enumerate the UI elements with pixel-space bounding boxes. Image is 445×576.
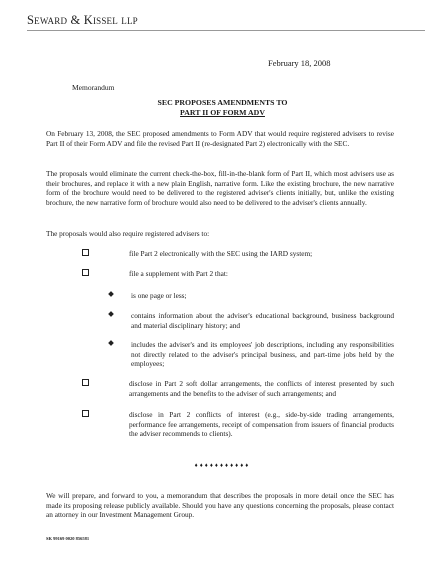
list-item: disclose in Part 2 soft dollar arrangements, the conflicts of interest presented by such arrangements and the benefits to the adviser of such arrangements; and <box>129 379 394 398</box>
diamond-bullet-icon <box>109 340 113 350</box>
sub-list-item: is one page or less; <box>131 291 187 300</box>
checkbox-icon <box>82 410 89 422</box>
paragraph-proposals: The proposals would eliminate the current check-the-box, fill-in-the-blank form of Part II, which most advisers use as their brochures, and replace it with a new plain English, narrative form. Like the existing brochure, the new narrative form of the brochure would need to be delivered to the registered adviser's clients initially, but, unlike the existing brochure, the new narrative form of brochure would also need to be delivered to the adviser's clients annually. <box>46 169 394 207</box>
diamond-separator: ♦♦♦♦♦♦♦♦♦♦♦ <box>194 463 251 469</box>
memo-date: February 18, 2008 <box>268 58 331 68</box>
paragraph-closing: We will prepare, and forward to you, a memorandum that describes the proposals in more detail once the SEC has made its proposing release publicly available. Should you have any questions concerning the proposals, please contact an attorney in our Investment Management Group. <box>46 491 394 519</box>
list-item: disclose in Part 2 conflicts of interest (e.g., side-by-side trading arrangements, performance fee arrangements, receipt of compensation from issuers of financial products the adviser recommends to clients). <box>129 410 394 438</box>
memo-label: Memorandum <box>72 83 115 92</box>
checkbox-icon <box>82 379 89 391</box>
diamond-bullet-icon <box>109 291 113 301</box>
checkbox-icon <box>82 269 89 281</box>
sub-list-item: includes the adviser's and its employees' job descriptions, including any responsibilities not directly related to the adviser's principal business, and part-time jobs held by the employees; <box>131 340 394 368</box>
diamond-bullet-icon <box>109 311 113 321</box>
checkbox-icon <box>82 249 89 261</box>
firm-letterhead: Seward & Kissel llp <box>27 13 138 27</box>
sub-list-item: contains information about the adviser's educational background, business background and material disciplinary history; and <box>131 311 394 330</box>
paragraph-intro: On February 13, 2008, the SEC proposed amendments to Form ADV that would require registered advisers to revise Part II of their Form ADV and file the revised Part II (re-designated Part 2) electronically with the SEC. <box>46 129 394 148</box>
letterhead-rule <box>27 30 425 31</box>
title-line-2: PART II OF FORM ADV <box>180 108 265 117</box>
document-code: SK 99169 0020 856581 <box>46 536 90 541</box>
paragraph-requirements-lead: The proposals would also require registered advisers to: <box>46 229 210 238</box>
title-line-1: SEC PROPOSES AMENDMENTS TO <box>157 98 288 107</box>
list-item: file a supplement with Part 2 that: <box>129 269 228 278</box>
list-item: file Part 2 electronically with the SEC using the IARD system; <box>129 249 313 258</box>
